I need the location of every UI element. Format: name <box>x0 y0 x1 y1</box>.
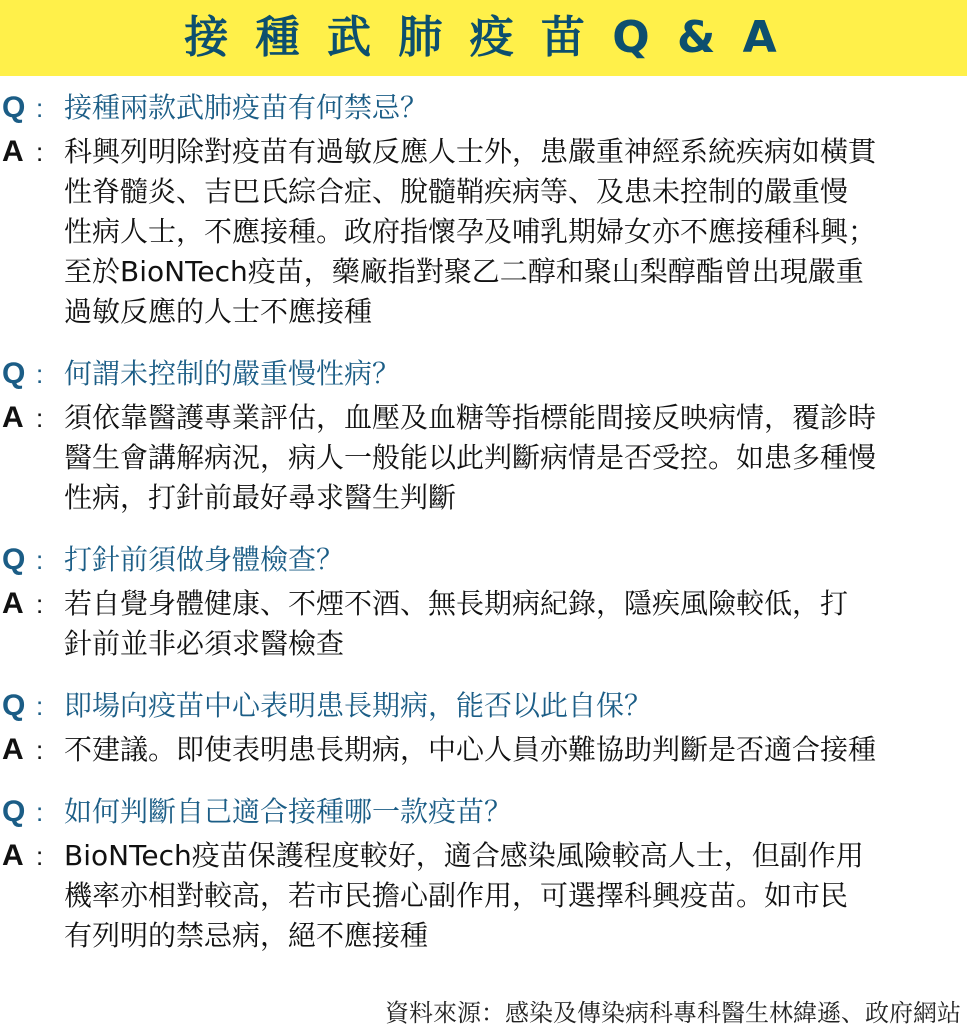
question-letter: Q <box>2 543 26 576</box>
answer-text <box>42 398 946 518</box>
answer-line: 過敏反應的人士不應接種 <box>64 295 373 328</box>
answer-line: 須依靠醫護專業評估，血壓及血糖等指標能間接反映病情，覆診時 <box>64 401 877 434</box>
answer-row <box>0 730 967 770</box>
question-row <box>0 536 967 584</box>
answer-line: 至於BioNTech疫苗，藥廠指對聚乙二醇和聚山梨醇酯曾出現嚴重 <box>64 255 864 288</box>
qa-item <box>0 788 967 956</box>
question-text: 何謂未控制的嚴重慢性病？ <box>64 357 401 390</box>
question-marker <box>0 686 42 726</box>
answer-line: 針前並非必須求醫檢查 <box>64 627 345 660</box>
title-bar <box>0 0 967 76</box>
answer-row <box>0 836 967 956</box>
source-credit: 資料來源：感染及傳染病科專科醫生林緯遜、政府網站 <box>385 999 961 1027</box>
question-colon: : <box>36 93 44 123</box>
answer-text <box>42 132 946 332</box>
answer-line: BioNTech疫苗保護程度較好，適合感染風險較高人士，但副作用 <box>64 839 864 872</box>
answer-line: 不建議。即使表明患長期病，中心人員亦難協助判斷是否適合接種 <box>64 733 877 766</box>
question-marker <box>0 792 42 832</box>
qa-list <box>0 84 967 956</box>
qa-item <box>0 350 967 518</box>
question-row <box>0 350 967 398</box>
answer-marker <box>0 730 42 770</box>
answer-row <box>0 584 967 664</box>
question-marker <box>0 540 42 580</box>
question-text: 如何判斷自己適合接種哪一款疫苗？ <box>64 795 513 828</box>
answer-text <box>42 584 946 664</box>
answer-letter: A <box>2 733 24 766</box>
answer-line: 性病人士，不應接種。政府指懷孕及哺乳期婦女亦不應接種科興； <box>64 215 877 248</box>
answer-marker <box>0 398 42 438</box>
answer-line: 機率亦相對較高，若市民擔心副作用，可選擇科興疫苗。如市民 <box>64 879 849 912</box>
answer-marker <box>0 132 42 172</box>
answer-line: 性病，打針前最好尋求醫生判斷 <box>64 481 457 514</box>
question-colon: : <box>36 691 44 721</box>
answer-colon: : <box>36 403 44 433</box>
question-letter: Q <box>2 91 26 124</box>
answer-letter: A <box>2 839 24 872</box>
question-letter: Q <box>2 689 26 722</box>
qa-item <box>0 84 967 332</box>
page-title: 接 種 武 肺 疫 苗 Q & A <box>184 12 783 63</box>
question-text: 接種兩款武肺疫苗有何禁忌？ <box>64 91 429 124</box>
answer-text <box>42 836 946 956</box>
answer-colon: : <box>36 735 44 765</box>
answer-colon: : <box>36 137 44 167</box>
qa-item <box>0 536 967 664</box>
answer-letter: A <box>2 587 24 620</box>
question-letter: Q <box>2 357 26 390</box>
answer-colon: : <box>36 589 44 619</box>
answer-line: 醫生會講解病況，病人一般能以此判斷病情是否受控。如患多種慢 <box>64 441 877 474</box>
question-marker <box>0 354 42 394</box>
answer-letter: A <box>2 135 24 168</box>
question-row <box>0 84 967 132</box>
question-row <box>0 682 967 730</box>
answer-row <box>0 132 967 332</box>
question-colon: : <box>36 797 44 827</box>
answer-colon: : <box>36 841 44 871</box>
answer-line: 科興列明除對疫苗有過敏反應人士外，患嚴重神經系統疾病如橫貫 <box>64 135 877 168</box>
answer-marker <box>0 584 42 624</box>
question-text: 打針前須做身體檢查？ <box>64 543 345 576</box>
question-row <box>0 788 967 836</box>
question-colon: : <box>36 359 44 389</box>
answer-row <box>0 398 967 518</box>
answer-text <box>42 730 946 770</box>
answer-marker <box>0 836 42 876</box>
question-text: 即場向疫苗中心表明患長期病，能否以此自保？ <box>64 689 653 722</box>
answer-line: 若自覺身體健康、不煙不酒、無長期病紀錄，隱疾風險較低，打 <box>64 587 849 620</box>
answer-line: 性脊髓炎、吉巴氏綜合症、脫髓鞘疾病等、及患未控制的嚴重慢 <box>64 175 849 208</box>
question-colon: : <box>36 545 44 575</box>
answer-letter: A <box>2 401 24 434</box>
question-marker <box>0 88 42 128</box>
answer-line: 有列明的禁忌病，絕不應接種 <box>64 919 429 952</box>
qa-item <box>0 682 967 770</box>
question-letter: Q <box>2 795 26 828</box>
